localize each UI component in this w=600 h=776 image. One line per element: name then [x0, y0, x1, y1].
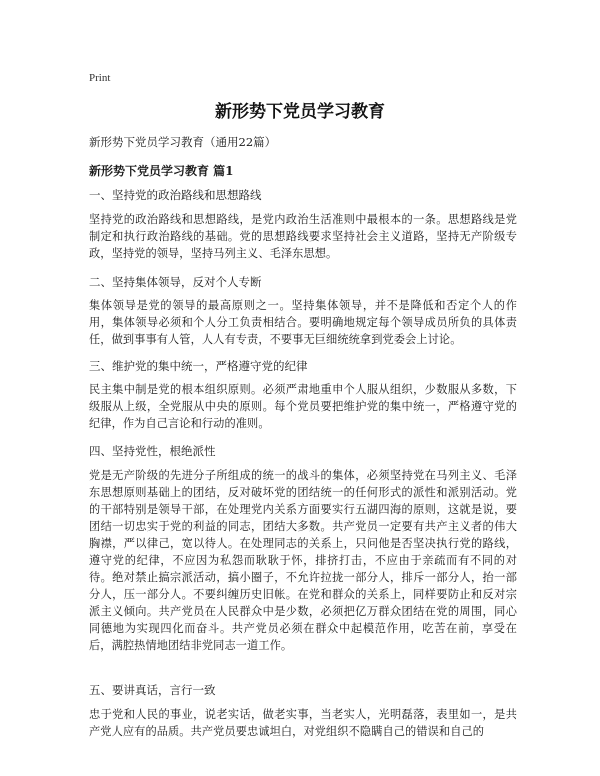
heading-4: 四、坚持党性，根绝派性 [89, 444, 216, 458]
section-title: 新形势下党员学习教育 篇1 [89, 164, 234, 178]
paragraph-1: 坚持党的政治路线和思想路线，是党内政治生活准则中最根本的一条。思想路线是党制定和执行政治路线的基础。党的思想路线要求坚持社会主义道路，坚持无产阶级专政，坚持党的领导，坚持马列主义、毛泽东思想。 [89, 213, 517, 260]
print-label: Print [89, 72, 111, 84]
paragraph-4: 党是无产阶级的先进分子所组成的统一的战斗的集体，必须坚持党在马列主义、毛泽东思想原则基础上的团结，反对破坏党的团结统一的任何形式的派性和派别活动。党的干部特别是领导干部，在处理党内关系方面要实行五湖四海的原则，这就是说，要团结一切忠实于党的利益的同志，团结大多数。共产党员一定要有共产主义者的伟大胸襟，严以律己，宽以待人。在处理同志的关系上，只问他是否坚决执行党的路线，遵守党的纪律，不应因为私怨而耿耿于怀，排挤打击，不应由于亲疏而有不同的对待。绝对禁止搞宗派活动，搞小圈子，不允许拉拢一部分人，排斥一部分人，抬一部分人，压一部分人。不要纠缠历史旧帐。在党和群众的关系上，同样要防止和反对宗派主义倾向。共产党员在人民群众中是少数，必须把亿万群众团结在党的周围，同心同德地为实现四化而奋斗。共产党员必须在群众中起模范作用，吃苦在前，享受在后，满腔热情地团结非党同志一道工作。 [89, 469, 517, 652]
heading-2: 二、坚持集体领导，反对个人专断 [89, 275, 262, 289]
paragraph-3: 民主集中制是党的根本组织原则。必须严肃地重申个人服从组织，少数服从多数，下级服从上级，全党服从中央的原则。每个党员要把维护党的集中统一，严格遵守党的纪律，作为自己言论和行动的准则。 [89, 383, 517, 430]
document-title: 新形势下党员学习教育 [215, 102, 385, 122]
heading-5: 五、要讲真话，言行一致 [89, 683, 216, 697]
document-subtitle: 新形势下党员学习教育（通用22篇） [89, 135, 277, 149]
paragraph-5: 忠于党和人民的事业，说老实话，做老实事，当老实人，光明磊落，表里如一，是共产党人应有的品质。共产党员要忠诚坦白，对党组织不隐瞒自己的错误和自己的 [89, 708, 517, 738]
heading-3: 三、维护党的集中统一，严格遵守党的纪律 [89, 359, 308, 373]
paragraph-2: 集体领导是党的领导的最高原则之一。坚持集体领导，并不是降低和否定个人的作用，集体领导必须和个人分工负责相结合。要明确地规定每个领导成员所负的具体责任，做到事事有人管，人人有专责，不要事无巨细统统拿到党委会上讨论。 [89, 299, 517, 346]
heading-1: 一、坚持党的政治路线和思想路线 [89, 188, 262, 202]
